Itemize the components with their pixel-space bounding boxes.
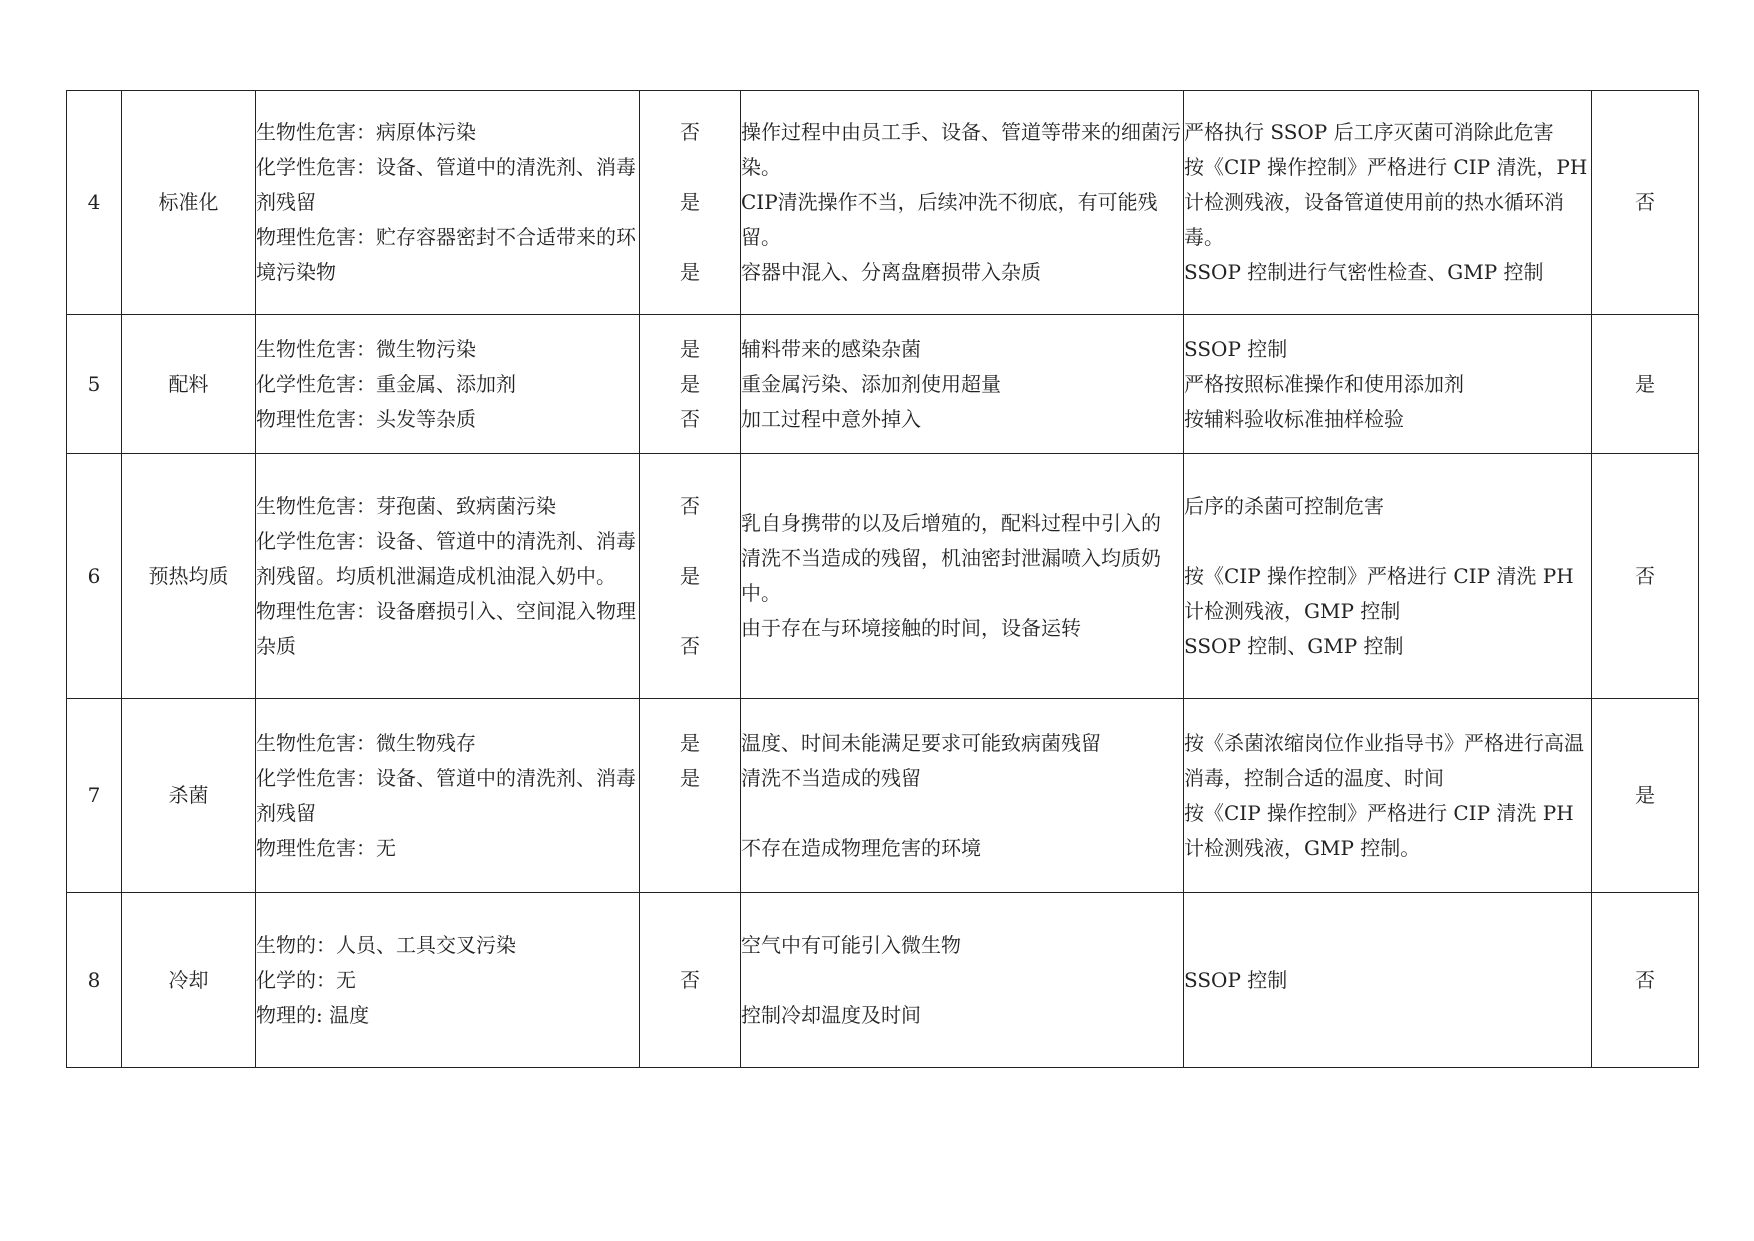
step-number: 5 <box>87 371 101 396</box>
significance-flag <box>640 524 740 559</box>
control-measures-cell <box>1184 454 1592 699</box>
measure-item <box>1184 524 1591 559</box>
step-number-cell <box>67 91 122 315</box>
significance-flag: 是 <box>680 190 700 214</box>
measure-item: SSOP 控制 <box>1184 967 1288 992</box>
step-number-cell <box>67 699 122 893</box>
measure-item: SSOP 控制进行气密性检查、GMP 控制 <box>1184 260 1544 284</box>
table-row <box>67 699 1699 893</box>
hazard-item: 化学性危害：设备、管道中的清洗剂、消毒剂残留。均质机泄漏造成机油混入奶中。 <box>256 528 636 588</box>
hazard-item: 化学性危害：重金属、添加剂 <box>256 371 516 396</box>
basis-item <box>741 963 1183 998</box>
significant-hazard-cell <box>640 454 741 699</box>
judgement-basis-cell <box>741 893 1184 1068</box>
basis-item <box>741 796 1183 831</box>
control-measures-cell <box>1184 91 1592 315</box>
potential-hazards-cell <box>256 893 640 1068</box>
judgement-basis-cell <box>741 699 1184 893</box>
significance-flag <box>640 796 740 831</box>
measure-item: 按《CIP 操作控制》严格进行 CIP 清洗，PH 计检测残液，设备管道使用前的热水循环消毒。 <box>1184 155 1588 249</box>
significance-flag: 是 <box>680 371 700 396</box>
hazard-item: 化学的：无 <box>256 967 356 992</box>
measure-item: 按辅料验收标准抽样检验 <box>1184 406 1404 431</box>
process-step-cell <box>122 893 256 1068</box>
measure-item: SSOP 控制、GMP 控制 <box>1184 633 1404 658</box>
basis-item: 清洗不当造成的残留 <box>741 765 921 790</box>
potential-hazards-cell <box>256 91 640 315</box>
process-step-cell <box>122 699 256 893</box>
step-number: 6 <box>87 563 101 588</box>
control-measures-cell <box>1184 699 1592 893</box>
process-step-name: 冷却 <box>168 967 209 992</box>
step-number-cell <box>67 454 122 699</box>
table-row <box>67 893 1699 1068</box>
ccp-cell <box>1592 315 1699 454</box>
basis-item: 温度、时间未能满足要求可能致病菌残留 <box>741 730 1101 755</box>
measure-item: SSOP 控制 <box>1184 336 1288 361</box>
process-step-cell <box>122 315 256 454</box>
ccp-flag: 否 <box>1635 190 1655 214</box>
hazard-item: 物理的: 温度 <box>256 1002 370 1027</box>
step-number-cell <box>67 315 122 454</box>
hazard-item: 物理性危害：头发等杂质 <box>256 406 476 431</box>
significance-flag: 是 <box>680 563 700 588</box>
judgement-basis-cell <box>741 315 1184 454</box>
hazard-item: 化学性危害：设备、管道中的清洗剂、消毒剂残留 <box>256 155 636 214</box>
hazard-item: 生物性危害：微生物残存 <box>256 730 476 755</box>
measure-item: 严格执行 SSOP 后工序灭菌可消除此危害 <box>1184 120 1554 144</box>
ccp-flag: 是 <box>1635 371 1655 396</box>
hazard-item: 生物性危害：芽孢菌、致病菌污染 <box>256 493 556 518</box>
hazard-item: 生物的：人员、工具交叉污染 <box>256 932 516 957</box>
control-measures-cell <box>1184 893 1592 1068</box>
basis-item: 清洗不当造成的残留，机油密封泄漏喷入均质奶中。 <box>741 546 1161 605</box>
significance-flag <box>640 150 740 185</box>
table-row <box>67 315 1699 454</box>
measure-item: 按《CIP 操作控制》严格进行 CIP 清洗 PH 计检测残液，GMP 控制。 <box>1184 800 1574 860</box>
ccp-flag: 否 <box>1635 563 1655 588</box>
significance-flag <box>640 831 740 866</box>
significance-flag <box>640 594 740 629</box>
hazard-item: 物理性危害：贮存容器密封不合适带来的环境污染物 <box>256 225 636 284</box>
process-step-name: 杀菌 <box>168 783 209 807</box>
basis-item: 由于存在与环境接触的时间，设备运转 <box>741 616 1081 640</box>
basis-item: 空气中有可能引入微生物 <box>741 932 961 957</box>
significance-flag: 是 <box>680 260 700 284</box>
significance-flag: 否 <box>680 967 700 992</box>
process-step-name: 预热均质 <box>148 563 229 588</box>
basis-item: CIP清洗操作不当，后续冲洗不彻底，有可能残留。 <box>741 190 1158 249</box>
hazard-item: 生物性危害：微生物污染 <box>256 336 476 361</box>
hazard-analysis-table <box>66 90 1699 1068</box>
table-row <box>67 454 1699 699</box>
significance-flag: 否 <box>680 120 700 144</box>
step-number-cell <box>67 893 122 1068</box>
ccp-cell <box>1592 699 1699 893</box>
ccp-cell <box>1592 893 1699 1068</box>
potential-hazards-cell <box>256 454 640 699</box>
hazard-item: 物理性危害：设备磨损引入、空间混入物理杂质 <box>256 598 636 658</box>
potential-hazards-cell <box>256 315 640 454</box>
step-number: 8 <box>87 967 101 992</box>
ccp-flag: 是 <box>1635 783 1655 807</box>
hazard-analysis-sheet <box>66 90 1698 1068</box>
significance-flag: 是 <box>680 336 700 361</box>
significant-hazard-cell <box>640 893 741 1068</box>
significance-flag: 否 <box>680 493 700 518</box>
significance-flag: 否 <box>680 633 700 658</box>
step-number: 4 <box>87 190 101 214</box>
significant-hazard-cell <box>640 315 741 454</box>
ccp-cell <box>1592 454 1699 699</box>
control-measures-cell <box>1184 315 1592 454</box>
hazard-item: 化学性危害：设备、管道中的清洗剂、消毒剂残留 <box>256 765 636 825</box>
hazard-item: 生物性危害：病原体污染 <box>256 120 476 144</box>
table-body <box>67 91 1699 1068</box>
significance-flag: 否 <box>680 406 700 431</box>
basis-item: 乳自身携带的以及后增殖的，配料过程中引入的 <box>741 511 1161 535</box>
measure-item: 按《杀菌浓缩岗位作业指导书》严格进行高温消毒，控制合适的温度、时间 <box>1184 730 1584 790</box>
hazard-item: 物理性危害：无 <box>256 835 396 860</box>
process-step-cell <box>122 91 256 315</box>
basis-item: 不存在造成物理危害的环境 <box>741 835 981 860</box>
significance-flag: 是 <box>680 730 700 755</box>
process-step-name: 配料 <box>168 371 209 396</box>
step-number: 7 <box>87 783 101 807</box>
measure-item: 后序的杀菌可控制危害 <box>1184 493 1384 518</box>
basis-item: 操作过程中由员工手、设备、管道等带来的细菌污染。 <box>741 120 1181 179</box>
significance-flag: 是 <box>680 765 700 790</box>
potential-hazards-cell <box>256 699 640 893</box>
ccp-flag: 否 <box>1635 967 1655 992</box>
measure-item: 按《CIP 操作控制》严格进行 CIP 清洗 PH 计检测残液，GMP 控制 <box>1184 563 1574 623</box>
significance-flag <box>640 220 740 255</box>
basis-item: 控制冷却温度及时间 <box>741 1002 921 1027</box>
basis-item: 加工过程中意外掉入 <box>741 406 921 431</box>
table-row <box>67 91 1699 315</box>
significant-hazard-cell <box>640 699 741 893</box>
ccp-cell <box>1592 91 1699 315</box>
measure-item: 严格按照标准操作和使用添加剂 <box>1184 371 1464 396</box>
basis-item: 容器中混入、分离盘磨损带入杂质 <box>741 260 1041 284</box>
basis-item: 辅料带来的感染杂菌 <box>741 336 921 361</box>
significant-hazard-cell <box>640 91 741 315</box>
judgement-basis-cell <box>741 91 1184 315</box>
basis-item: 重金属污染、添加剂使用超量 <box>741 371 1001 396</box>
judgement-basis-cell <box>741 454 1184 699</box>
process-step-name: 标准化 <box>158 190 219 214</box>
process-step-cell <box>122 454 256 699</box>
